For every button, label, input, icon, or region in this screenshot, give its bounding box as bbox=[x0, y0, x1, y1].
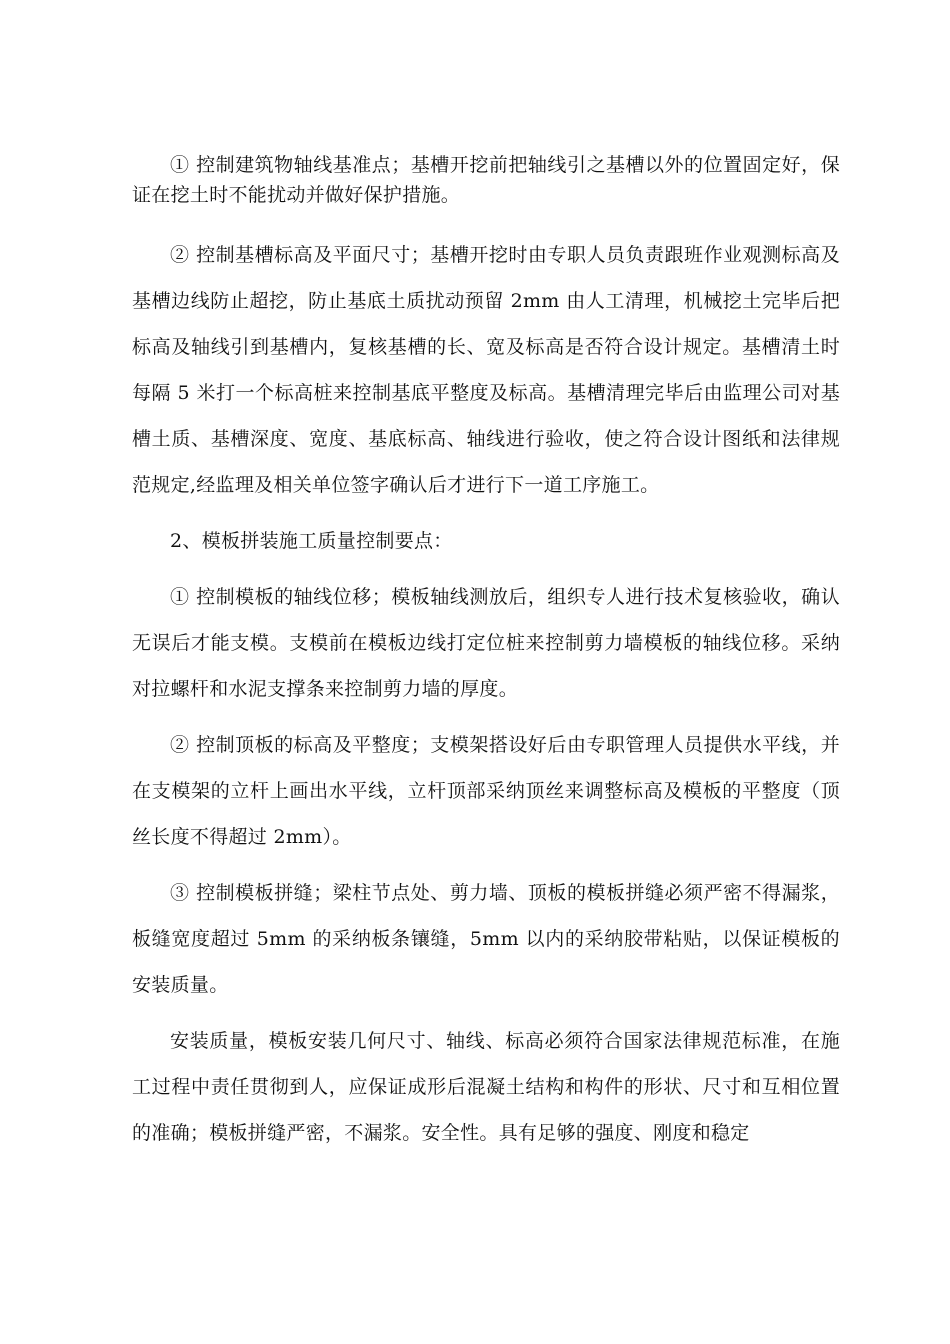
section-heading-formwork: 2、模板拼装施工质量控制要点： bbox=[170, 530, 453, 552]
document-body bbox=[132, 150, 840, 1166]
paragraph-trench-elevation: ② 控制基槽标高及平面尺寸；基槽开挖时由专职人员负责跟班作业观测标高及基槽边线防止超挖，防止基底土质扰动预留 2mm 由人工清理，机械挖土完毕后把标高及轴线引到基槽内，复核基槽的长、宽及标高是否符合设计规定。基槽清土时每隔 5 米打一个标高桩来控制基底平整度及标高。基槽清理完毕后由监理公司对基槽土质、基槽深度、宽度、基底标高、轴线进行验收，使之符合设计图纸和法律规范规定,经监理及相关单位签字确认后才进行下一道工序施工。 bbox=[132, 244, 840, 496]
paragraph-formwork-seams: ③ 控制模板拼缝；梁柱节点处、剪力墙、顶板的模板拼缝必须严密不得漏浆，板缝宽度超过 5mm 的采纳板条镶缝，5mm 以内的采纳胶带粘贴，以保证模板的安装质量。 bbox=[132, 882, 840, 996]
paragraph-formwork-axis: ① 控制模板的轴线位移；模板轴线测放后，组织专人进行技术复核验收，确认无误后才能支模。支模前在模板边线打定位桩来控制剪力墙模板的轴线位移。采纳对拉螺杆和水泥支撑条来控制剪力墙的厚度。 bbox=[132, 586, 840, 700]
paragraph-installation-quality: 安装质量，模板安装几何尺寸、轴线、标高必须符合国家法律规范标准，在施工过程中责任贯彻到人，应保证成形后混凝土结构和构件的形状、尺寸和互相位置的准确；模板拼缝严密，不漏浆。安全性。具有足够的强度、刚度和稳定 bbox=[132, 1030, 840, 1144]
paragraph-axis-control: ① 控制建筑物轴线基准点；基槽开挖前把轴线引之基槽以外的位置固定好，保证在挖土时不能扰动并做好保护措施。 bbox=[132, 154, 840, 206]
paragraph-roof-elevation: ② 控制顶板的标高及平整度；支模架搭设好后由专职管理人员提供水平线，并在支模架的立杆上画出水平线，立杆顶部采纳顶丝来调整标高及模板的平整度（顶丝长度不得超过 2mm）。 bbox=[132, 734, 840, 848]
